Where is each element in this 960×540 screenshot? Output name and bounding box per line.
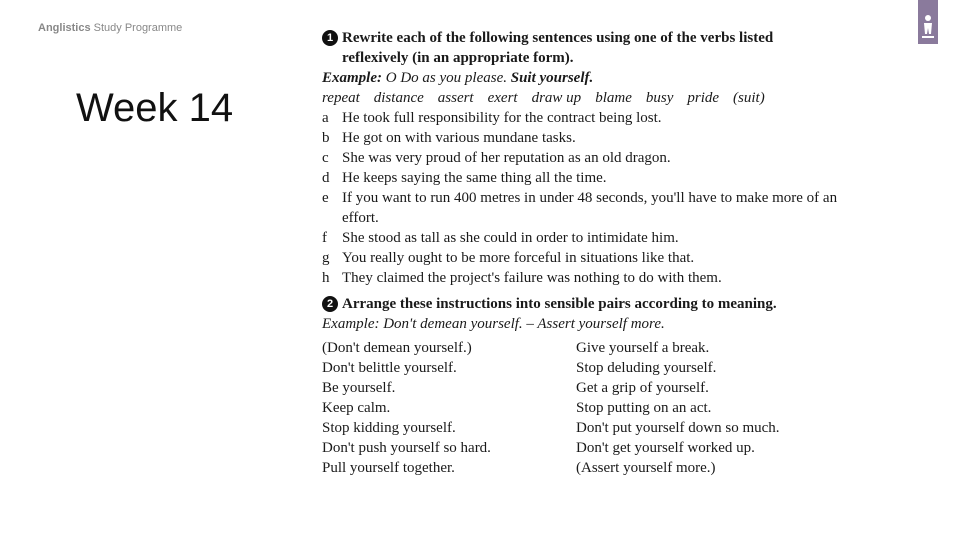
exercise-1-instruction: Rewrite each of the following sentences using one of the verbs listed reflexively (in an appropriate form). bbox=[342, 30, 774, 66]
left-instruction: Pull yourself together. bbox=[322, 460, 455, 476]
example-text: O Do as you please. bbox=[385, 70, 507, 86]
programme-header bbox=[38, 22, 182, 34]
sentence-list bbox=[322, 108, 842, 288]
item-letter: g bbox=[322, 250, 330, 266]
exercise-2-title bbox=[322, 294, 842, 314]
right-instruction: Don't get yourself worked up. bbox=[576, 440, 755, 456]
list-item bbox=[322, 228, 842, 248]
right-instruction: Get a grip of yourself. bbox=[576, 380, 709, 396]
item-letter: e bbox=[322, 190, 329, 206]
item-letter: a bbox=[322, 110, 329, 126]
item-text: You really ought to be more forceful in situations like that. bbox=[342, 250, 695, 266]
right-instruction: (Assert yourself more.) bbox=[576, 460, 716, 476]
list-item bbox=[322, 108, 842, 128]
item-text: He got on with various mundane tasks. bbox=[342, 130, 576, 146]
verb: repeat bbox=[322, 90, 360, 106]
verb: exert bbox=[487, 90, 518, 106]
logo-icon bbox=[918, 0, 938, 44]
exercise-1-title bbox=[322, 28, 842, 68]
left-instruction: Don't push yourself so hard. bbox=[322, 440, 491, 456]
brand-name: Anglistics bbox=[38, 22, 91, 34]
item-text: He keeps saying the same thing all the time. bbox=[342, 170, 607, 186]
list-item bbox=[322, 128, 842, 148]
verb: draw up bbox=[531, 90, 582, 106]
example-label: Example: bbox=[322, 70, 382, 86]
verb: assert bbox=[437, 90, 474, 106]
item-text: They claimed the project's failure was nothing to do with them. bbox=[342, 270, 722, 286]
programme-name: Study Programme bbox=[93, 22, 183, 34]
item-letter: h bbox=[322, 270, 330, 286]
verb-list bbox=[322, 88, 842, 108]
week-title: Week 14 bbox=[76, 86, 234, 130]
left-instruction: Don't belittle yourself. bbox=[322, 360, 457, 376]
exercise-2-example: Example: Don't demean yourself. – Assert yourself more. bbox=[322, 316, 665, 332]
exercise-2-instruction: Arrange these instructions into sensible pairs according to meaning. bbox=[342, 296, 777, 312]
exercise-1-example bbox=[322, 68, 842, 88]
verb: (suit) bbox=[733, 90, 765, 106]
right-instruction: Stop putting on an act. bbox=[576, 400, 712, 416]
list-item bbox=[322, 168, 842, 188]
left-instruction: (Don't demean yourself.) bbox=[322, 340, 472, 356]
verb: busy bbox=[645, 90, 674, 106]
item-text: If you want to run 400 metres in under 48 seconds, you'll have to make more of an effort. bbox=[342, 190, 838, 226]
list-item bbox=[322, 248, 842, 268]
item-letter: b bbox=[322, 130, 330, 146]
left-instruction: Be yourself. bbox=[322, 380, 396, 396]
pairs-grid bbox=[322, 338, 842, 478]
item-letter: d bbox=[322, 170, 330, 186]
example-answer: Suit yourself. bbox=[510, 70, 594, 86]
exercise-page bbox=[322, 28, 842, 478]
verb: pride bbox=[687, 90, 720, 106]
exercise-number-badge: 1 bbox=[322, 30, 338, 46]
list-item bbox=[322, 188, 842, 228]
verb: distance bbox=[373, 90, 424, 106]
left-instruction: Keep calm. bbox=[322, 400, 391, 416]
right-instruction: Give yourself a break. bbox=[576, 340, 710, 356]
list-item bbox=[322, 148, 842, 168]
item-letter: f bbox=[322, 230, 327, 246]
right-instruction: Don't put yourself down so much. bbox=[576, 420, 780, 436]
item-letter: c bbox=[322, 150, 329, 166]
left-instruction: Stop kidding yourself. bbox=[322, 420, 456, 436]
item-text: He took full responsibility for the contract being lost. bbox=[342, 110, 662, 126]
verb: blame bbox=[595, 90, 632, 106]
item-text: She was very proud of her reputation as an old dragon. bbox=[342, 150, 671, 166]
item-text: She stood as tall as she could in order to intimidate him. bbox=[342, 230, 679, 246]
exercise-number-badge: 2 bbox=[322, 296, 338, 312]
right-instruction: Stop deluding yourself. bbox=[576, 360, 717, 376]
list-item bbox=[322, 268, 842, 288]
